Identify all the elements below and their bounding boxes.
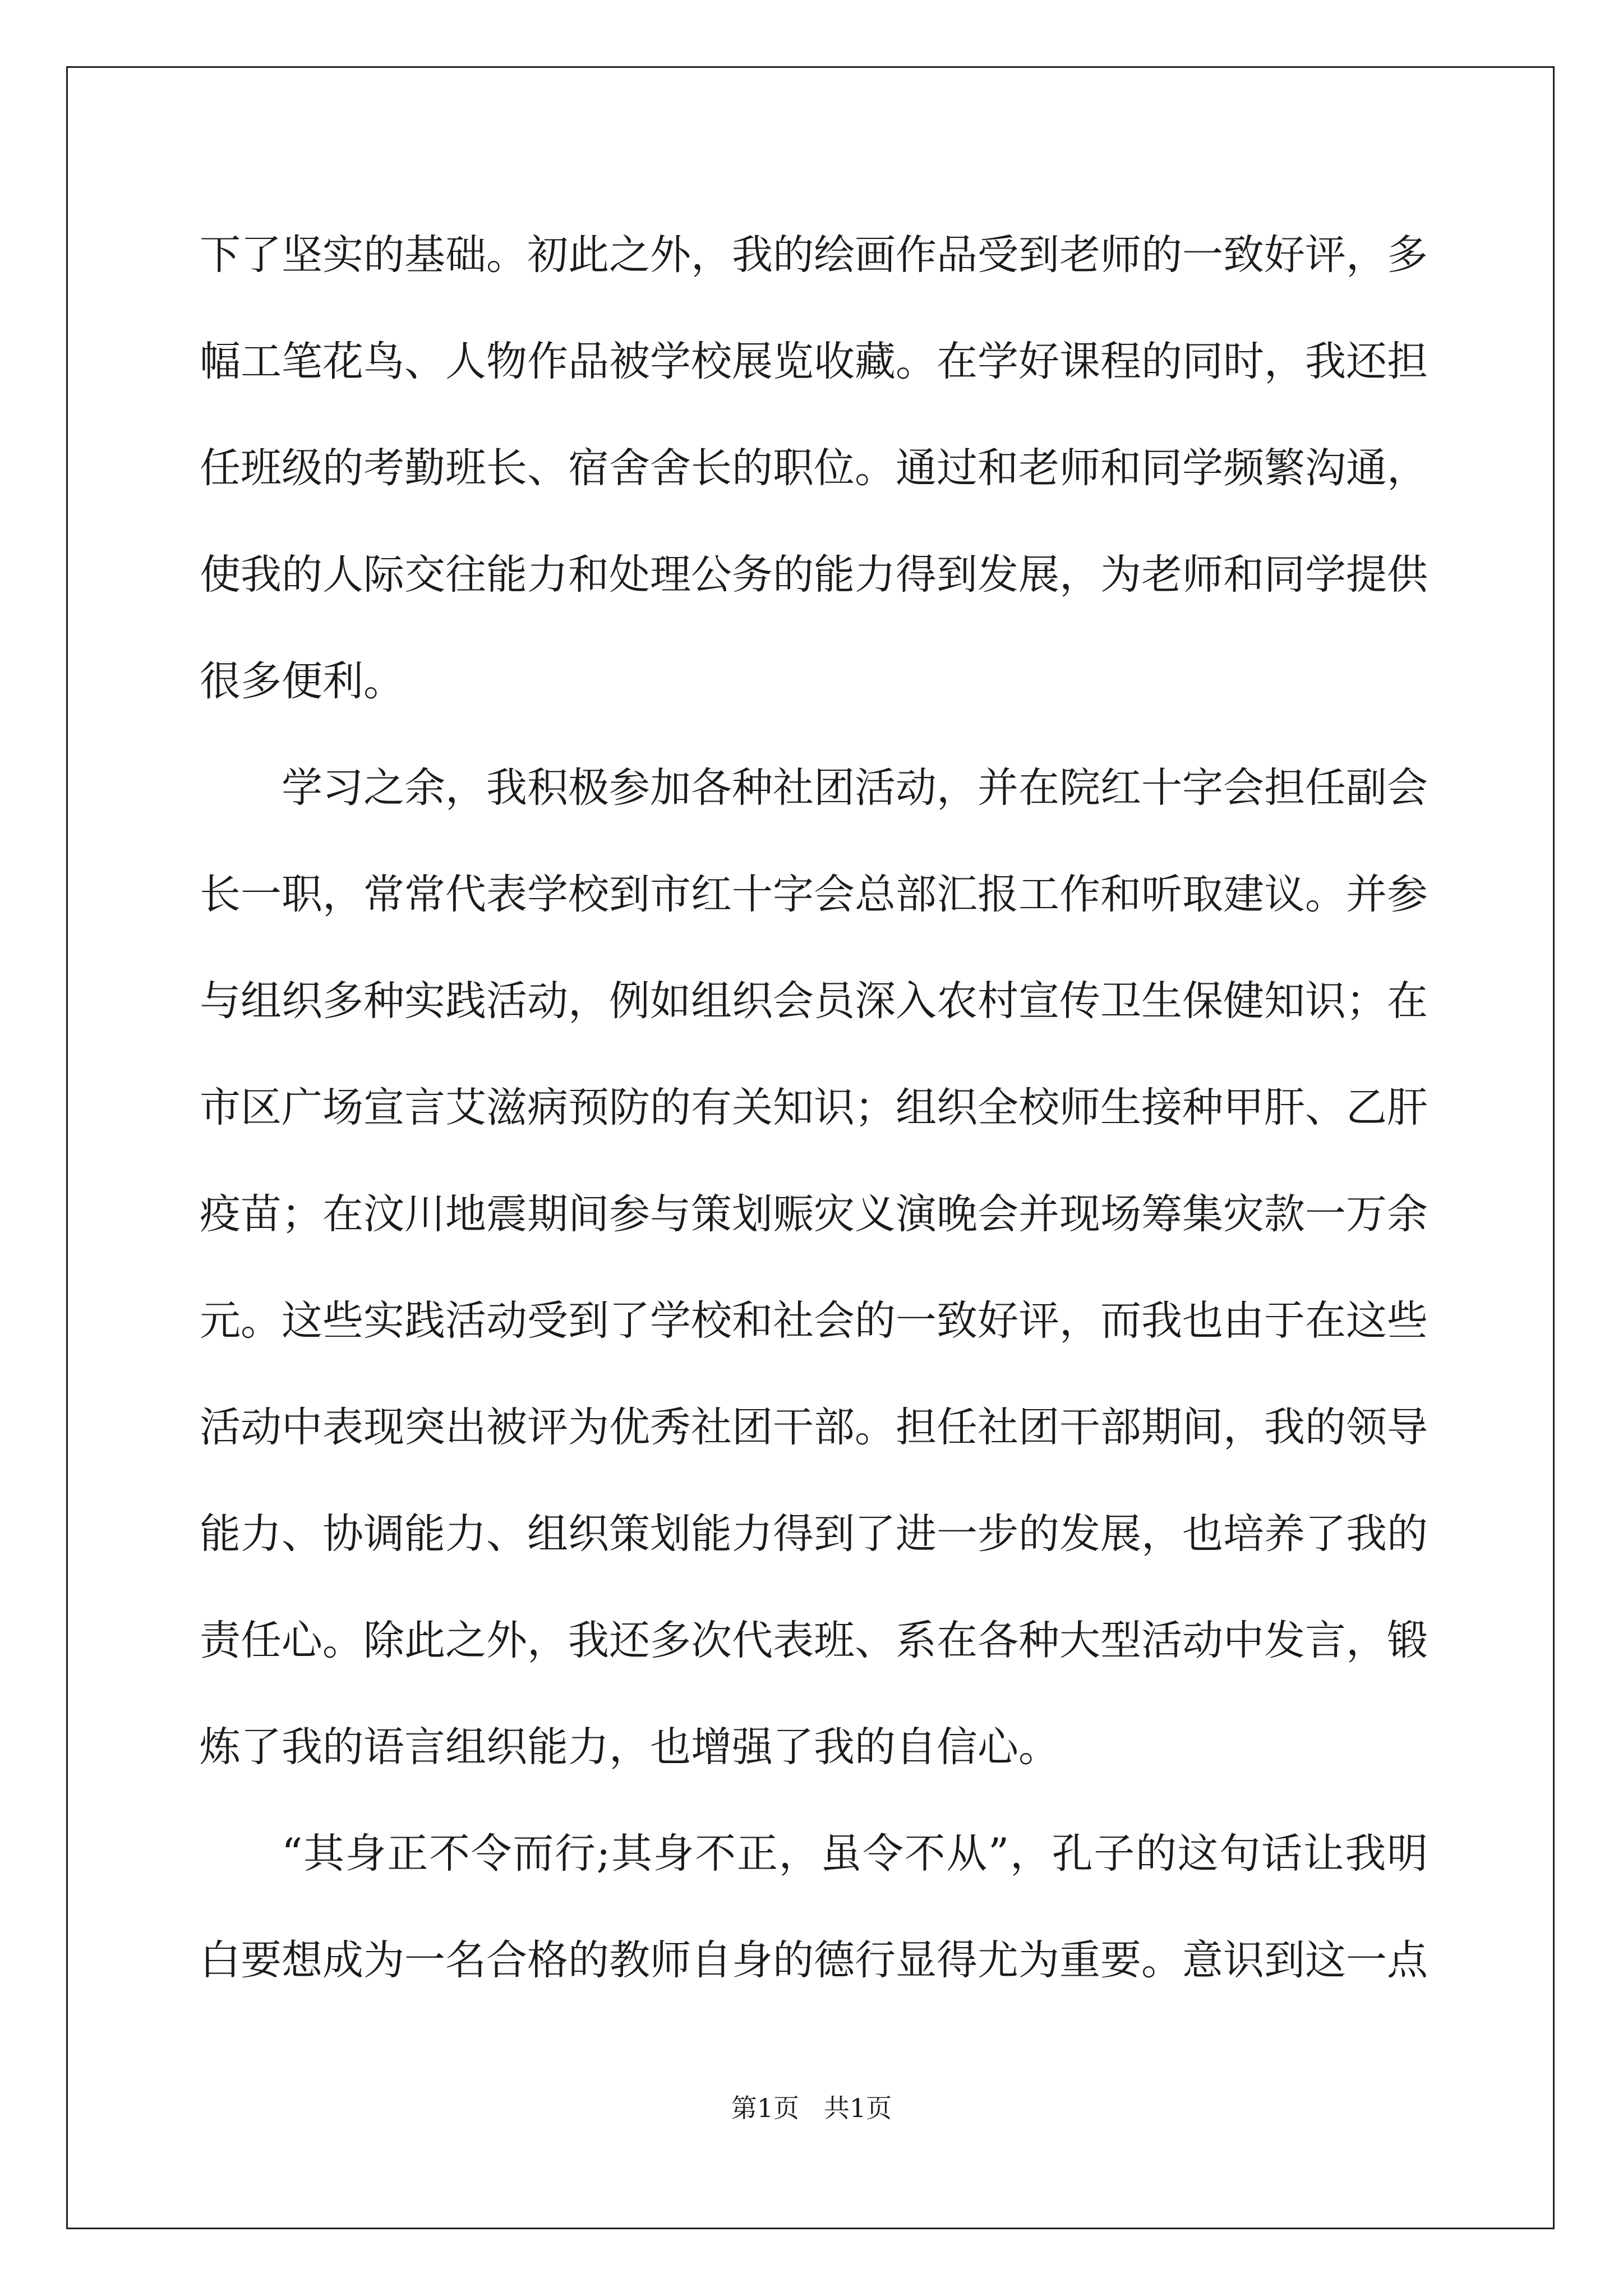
page-footer: 第1页 共1页 — [731, 2093, 892, 2123]
paragraph-1: 下了坚实的基础。初此之外，我的绘画作品受到老师的一致好评，多幅工笔花鸟、人物作品被学校展览收藏。在学好课程的同时，我还担任班级的考勤班长、宿舍舍长的职位。通过和老师和同学频繁沟通，使我的人际交往能力和处理公务的能力得到发展，为老师和同学提供很多便利。 — [200, 231, 1428, 705]
document-body — [200, 202, 1428, 2014]
paragraph-3: “其身正不令而行;其身不正，虽令不从”，孔子的这句话让我明白要想成为一名合格的教师自身的德行显得尤为重要。意识到这一点 — [200, 1830, 1428, 1984]
paragraph-2: 学习之余，我积极参加各种社团活动，并在院红十字会担任副会长一职，常常代表学校到市红十字会总部汇报工作和听取建议。并参与组织多种实践活动，例如组织会员深入农村宣传卫生保健知识；在市区广场宣言艾滋病预防的有关知识；组织全校师生接种甲肝、乙肝疫苗；在汶川地震期间参与策划赈灾义演晚会并现场筹集灾款一万余元。这些实践活动受到了学校和社会的一致好评，而我也由于在这些活动中表现突出被评为优秀社团干部。担任社团干部期间，我的领导能力、协调能力、组织策划能力得到了进一步的发展，也培养了我的责任心。除此之外，我还多次代表班、系在各种大型活动中发言，锻炼了我的语言组织能力，也增强了我的自信心。 — [200, 764, 1428, 1771]
